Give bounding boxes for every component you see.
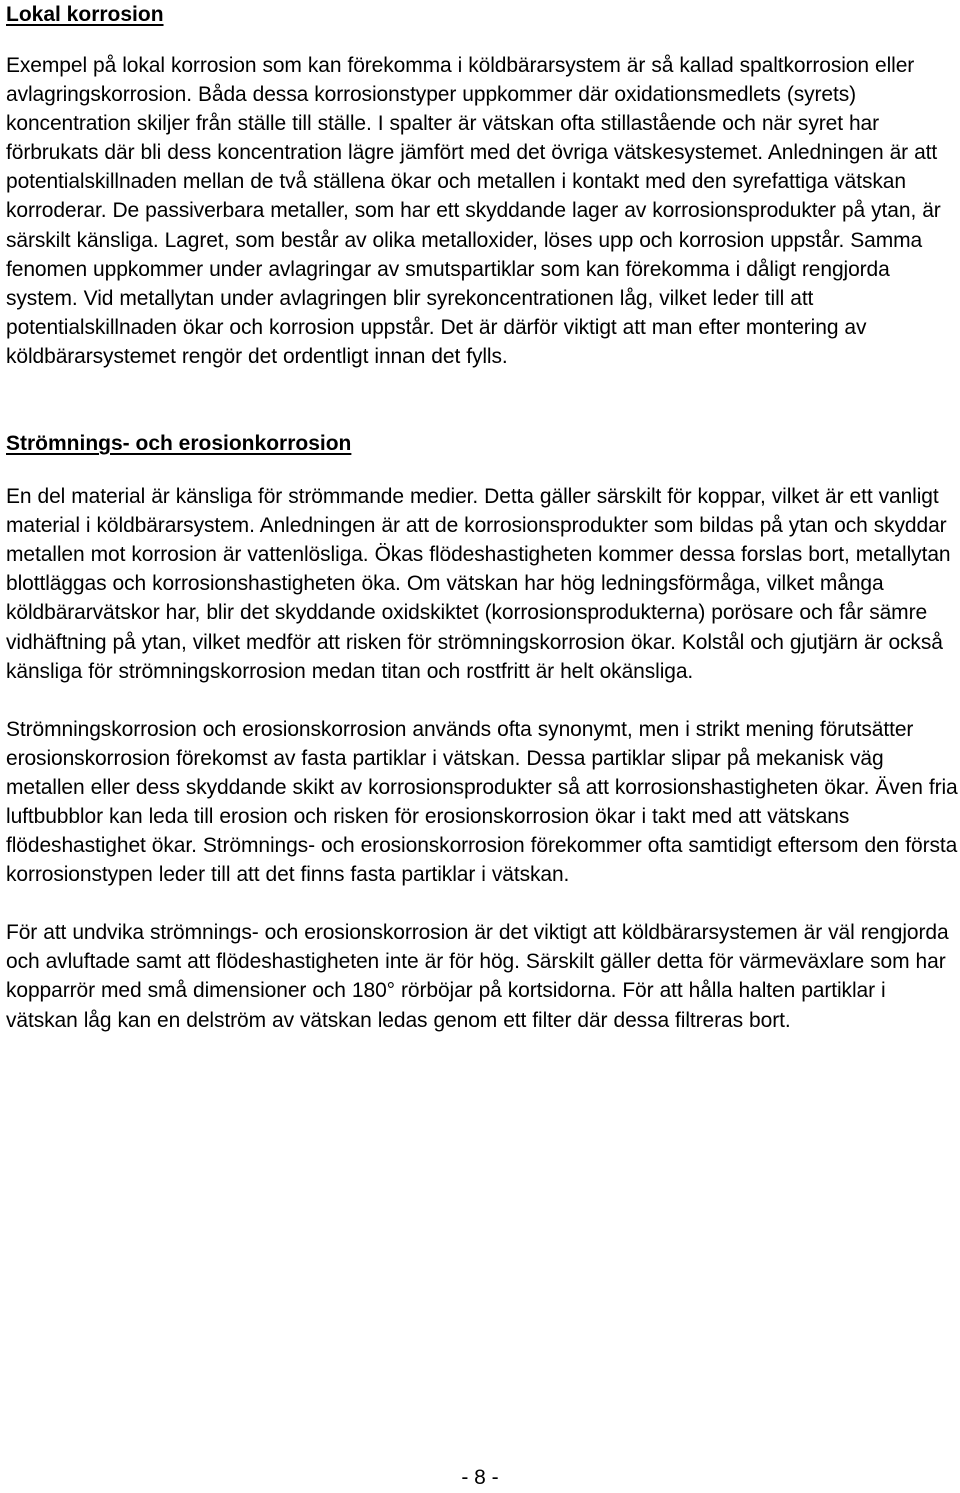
paragraph-stromning-synonym: Strömningskorrosion och erosionskorrosion används ofta synonymt, men i strikt mening förutsätter erosionskorrosion förekomst av fasta partiklar i vätskan. Dessa partiklar slipar på mekanisk väg metallen eller dess skyddande skikt av korrosionsprodukter så att korrosionshastigheten ökar. Även fria luftbubblor kan leda till erosion och risken för erosionskorrosion ökar i takt med att vätskans flödeshastighet ökar. Strömnings- och erosionskorrosion förekommer ofta samtidigt eftersom den första korrosionstypen leder till att det finns fasta partiklar i vätskan. <box>6 717 958 887</box>
section-heading-stromnings-erosionkorrosion: Strömnings- och erosionkorrosion <box>6 432 352 456</box>
page-number: - 8 - <box>461 1466 499 1489</box>
paragraph-stromning-material: En del material är känsliga för strömmande medier. Detta gäller särskilt för koppar, vilket är ett vanligt material i köldbärarsystem. Anledningen är att de korrosionsprodukter som bildas på ytan och skyddar metallen mot korrosion är vattenlösliga. Ökas flödeshastigheten kommer dessa forslas bort, metallytan blottläggas och korrosionshastigheten öka. Om vätskan har hög ledningsförmåga, vilket många köldbärarvätskor har, blir det skyddande oxidskiktet (korrosionsprodukterna) porösare och får sämre vidhäftning på ytan, vilket medför att risken för strömningskorrosion ökar. Kolstål och gjutjärn är också känsliga för strömningskorrosion medan titan och rostfritt är helt okänsliga. <box>6 485 951 683</box>
section-heading-lokal-korrosion: Lokal korrosion <box>6 3 164 26</box>
paragraph-stromning-undvika: För att undvika strömnings- och erosionskorrosion är det viktigt att köldbärarsystemen är väl rengjorda och avluftade samt att flödeshastigheten inte är för hög. Särskilt gäller detta för värmeväxlare som har kopparrör med små dimensioner och 180° rörböjar på kortsidorna. För att hålla halten partiklar i vätskan låg kan en delström av vätskan ledas genom ett filter där dessa filtreras bort. <box>6 921 949 1032</box>
document-page <box>6 0 960 1035</box>
paragraph-lokal-korrosion: Exempel på lokal korrosion som kan förekomma i köldbärarsystem är så kallad spaltkorrosion eller avlagringskorrosion. Båda dessa korrosionstyper uppkommer där oxidationsmedlets (syrets) koncentration skiljer från ställe till ställe. I spalter är vätskan ofta stillastående och när syret har förbrukats där bli dess koncentration lägre jämfört med det övriga vätskesystemet. Anledningen är att potentialskillnaden mellan de två ställena ökar och metallen i kontakt med den syrefattiga vätskan korroderar. De passiverbara metaller, som har ett skyddande lager av korrosionsprodukter på ytan, är särskilt känsliga. Lagret, som består av olika metalloxider, löses upp och korrosion uppstår. Samma fenomen uppkommer under avlagringar av smutspartiklar som kan förekomma i dåligt rengjorda system. Vid metallytan under avlagringen blir syrekoncentrationen låg, vilket leder till att potentialskillnaden ökar och korrosion uppstår. Det är därför viktigt att man efter montering av köldbärarsystemet rengör det ordentligt innan det fylls. <box>6 54 941 368</box>
